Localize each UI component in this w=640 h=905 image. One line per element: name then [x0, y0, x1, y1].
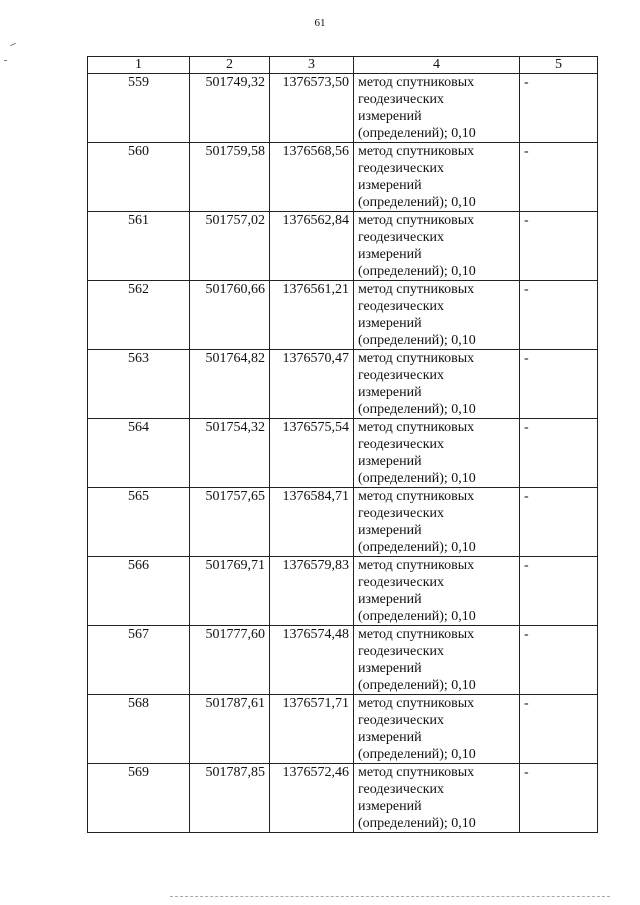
method-line: измерений — [358, 316, 422, 331]
method-line: измерений — [358, 247, 422, 262]
note-cell: - — [520, 488, 598, 557]
method-line: измерений — [358, 730, 422, 745]
method-line: (определений); 0,10 — [358, 678, 476, 693]
point-number-cell: 567 — [88, 626, 190, 695]
method-cell — [354, 74, 520, 143]
coordinates-table — [87, 56, 598, 833]
scan-artifact-mark — [10, 43, 16, 46]
method-line: (определений); 0,10 — [358, 126, 476, 141]
method-line: метод спутниковых — [358, 351, 475, 366]
method-line: геодезических — [358, 230, 445, 245]
method-line: измерений — [358, 454, 422, 469]
method-cell — [354, 419, 520, 488]
method-line: измерений — [358, 385, 422, 400]
method-line: метод спутниковых — [358, 282, 475, 297]
scan-bottom-edge-marks — [170, 896, 610, 900]
point-number-cell: 560 — [88, 143, 190, 212]
method-line: измерений — [358, 799, 422, 814]
table-row — [88, 419, 598, 488]
coordinate-y-cell: 1376562,84 — [270, 212, 354, 281]
coordinate-y-cell: 1376572,46 — [270, 764, 354, 833]
point-number-cell: 565 — [88, 488, 190, 557]
method-line: (определений); 0,10 — [358, 609, 476, 624]
method-line: геодезических — [358, 713, 445, 728]
table-row — [88, 557, 598, 626]
method-line: измерений — [358, 661, 422, 676]
coordinate-y-cell: 1376570,47 — [270, 350, 354, 419]
table-body — [88, 74, 598, 833]
coordinate-x-cell: 501769,71 — [190, 557, 270, 626]
method-line: измерений — [358, 178, 422, 193]
note-cell: - — [520, 350, 598, 419]
table-row — [88, 212, 598, 281]
method-cell — [354, 212, 520, 281]
method-cell — [354, 557, 520, 626]
coordinate-x-cell: 501777,60 — [190, 626, 270, 695]
method-line: геодезических — [358, 644, 445, 659]
method-line: метод спутниковых — [358, 696, 475, 711]
table-row — [88, 143, 598, 212]
point-number-cell: 566 — [88, 557, 190, 626]
method-line: геодезических — [358, 575, 445, 590]
method-line: геодезических — [358, 782, 445, 797]
method-line: метод спутниковых — [358, 144, 475, 159]
point-number-cell: 563 — [88, 350, 190, 419]
method-line: (определений); 0,10 — [358, 540, 476, 555]
table-row — [88, 350, 598, 419]
note-cell: - — [520, 626, 598, 695]
note-cell: - — [520, 143, 598, 212]
method-line: измерений — [358, 109, 422, 124]
method-line: метод спутниковых — [358, 420, 475, 435]
page-number: 61 — [314, 17, 326, 29]
method-line: геодезических — [358, 368, 445, 383]
table-row — [88, 764, 598, 833]
coordinate-x-cell: 501764,82 — [190, 350, 270, 419]
method-cell — [354, 281, 520, 350]
method-line: метод спутниковых — [358, 765, 475, 780]
method-cell — [354, 764, 520, 833]
point-number-cell: 569 — [88, 764, 190, 833]
method-cell — [354, 488, 520, 557]
method-line: метод спутниковых — [358, 213, 475, 228]
method-line: (определений); 0,10 — [358, 402, 476, 417]
method-line: (определений); 0,10 — [358, 816, 476, 831]
method-line: геодезических — [358, 299, 445, 314]
method-line: метод спутниковых — [358, 75, 475, 90]
method-line: геодезических — [358, 161, 445, 176]
method-cell — [354, 350, 520, 419]
coordinate-y-cell: 1376575,54 — [270, 419, 354, 488]
method-line: измерений — [358, 523, 422, 538]
header-col-4: 4 — [354, 57, 520, 74]
table-row — [88, 695, 598, 764]
method-line: измерений — [358, 592, 422, 607]
method-line: (определений); 0,10 — [358, 471, 476, 486]
coordinate-y-cell: 1376579,83 — [270, 557, 354, 626]
coordinate-x-cell: 501759,58 — [190, 143, 270, 212]
point-number-cell: 568 — [88, 695, 190, 764]
scan-artifact-mark — [4, 60, 7, 61]
method-line: (определений); 0,10 — [358, 195, 476, 210]
table-row — [88, 74, 598, 143]
method-line: (определений); 0,10 — [358, 333, 476, 348]
coordinate-x-cell: 501757,02 — [190, 212, 270, 281]
coordinate-y-cell: 1376561,21 — [270, 281, 354, 350]
coordinate-y-cell: 1376574,48 — [270, 626, 354, 695]
note-cell: - — [520, 557, 598, 626]
coordinate-x-cell: 501749,32 — [190, 74, 270, 143]
method-line: геодезических — [358, 506, 445, 521]
point-number-cell: 564 — [88, 419, 190, 488]
method-line: (определений); 0,10 — [358, 264, 476, 279]
coordinate-x-cell: 501787,61 — [190, 695, 270, 764]
method-line: геодезических — [358, 92, 445, 107]
coordinate-x-cell: 501754,32 — [190, 419, 270, 488]
coordinate-y-cell: 1376568,56 — [270, 143, 354, 212]
point-number-cell: 561 — [88, 212, 190, 281]
coordinate-x-cell: 501760,66 — [190, 281, 270, 350]
coordinate-y-cell: 1376584,71 — [270, 488, 354, 557]
note-cell: - — [520, 764, 598, 833]
table-row — [88, 626, 598, 695]
header-col-2: 2 — [190, 57, 270, 74]
note-cell: - — [520, 281, 598, 350]
method-cell — [354, 626, 520, 695]
point-number-cell: 559 — [88, 74, 190, 143]
coordinate-x-cell: 501757,65 — [190, 488, 270, 557]
method-line: метод спутниковых — [358, 627, 475, 642]
point-number-cell: 562 — [88, 281, 190, 350]
coordinate-y-cell: 1376571,71 — [270, 695, 354, 764]
table-row — [88, 281, 598, 350]
coordinate-x-cell: 501787,85 — [190, 764, 270, 833]
note-cell: - — [520, 74, 598, 143]
table-header-row — [88, 57, 598, 74]
method-cell — [354, 695, 520, 764]
note-cell: - — [520, 419, 598, 488]
header-col-5: 5 — [520, 57, 598, 74]
header-col-1: 1 — [88, 57, 190, 74]
method-line: геодезических — [358, 437, 445, 452]
method-line: метод спутниковых — [358, 558, 475, 573]
method-cell — [354, 143, 520, 212]
method-line: (определений); 0,10 — [358, 747, 476, 762]
coordinate-y-cell: 1376573,50 — [270, 74, 354, 143]
method-line: метод спутниковых — [358, 489, 475, 504]
header-col-3: 3 — [270, 57, 354, 74]
note-cell: - — [520, 212, 598, 281]
note-cell: - — [520, 695, 598, 764]
table-row — [88, 488, 598, 557]
